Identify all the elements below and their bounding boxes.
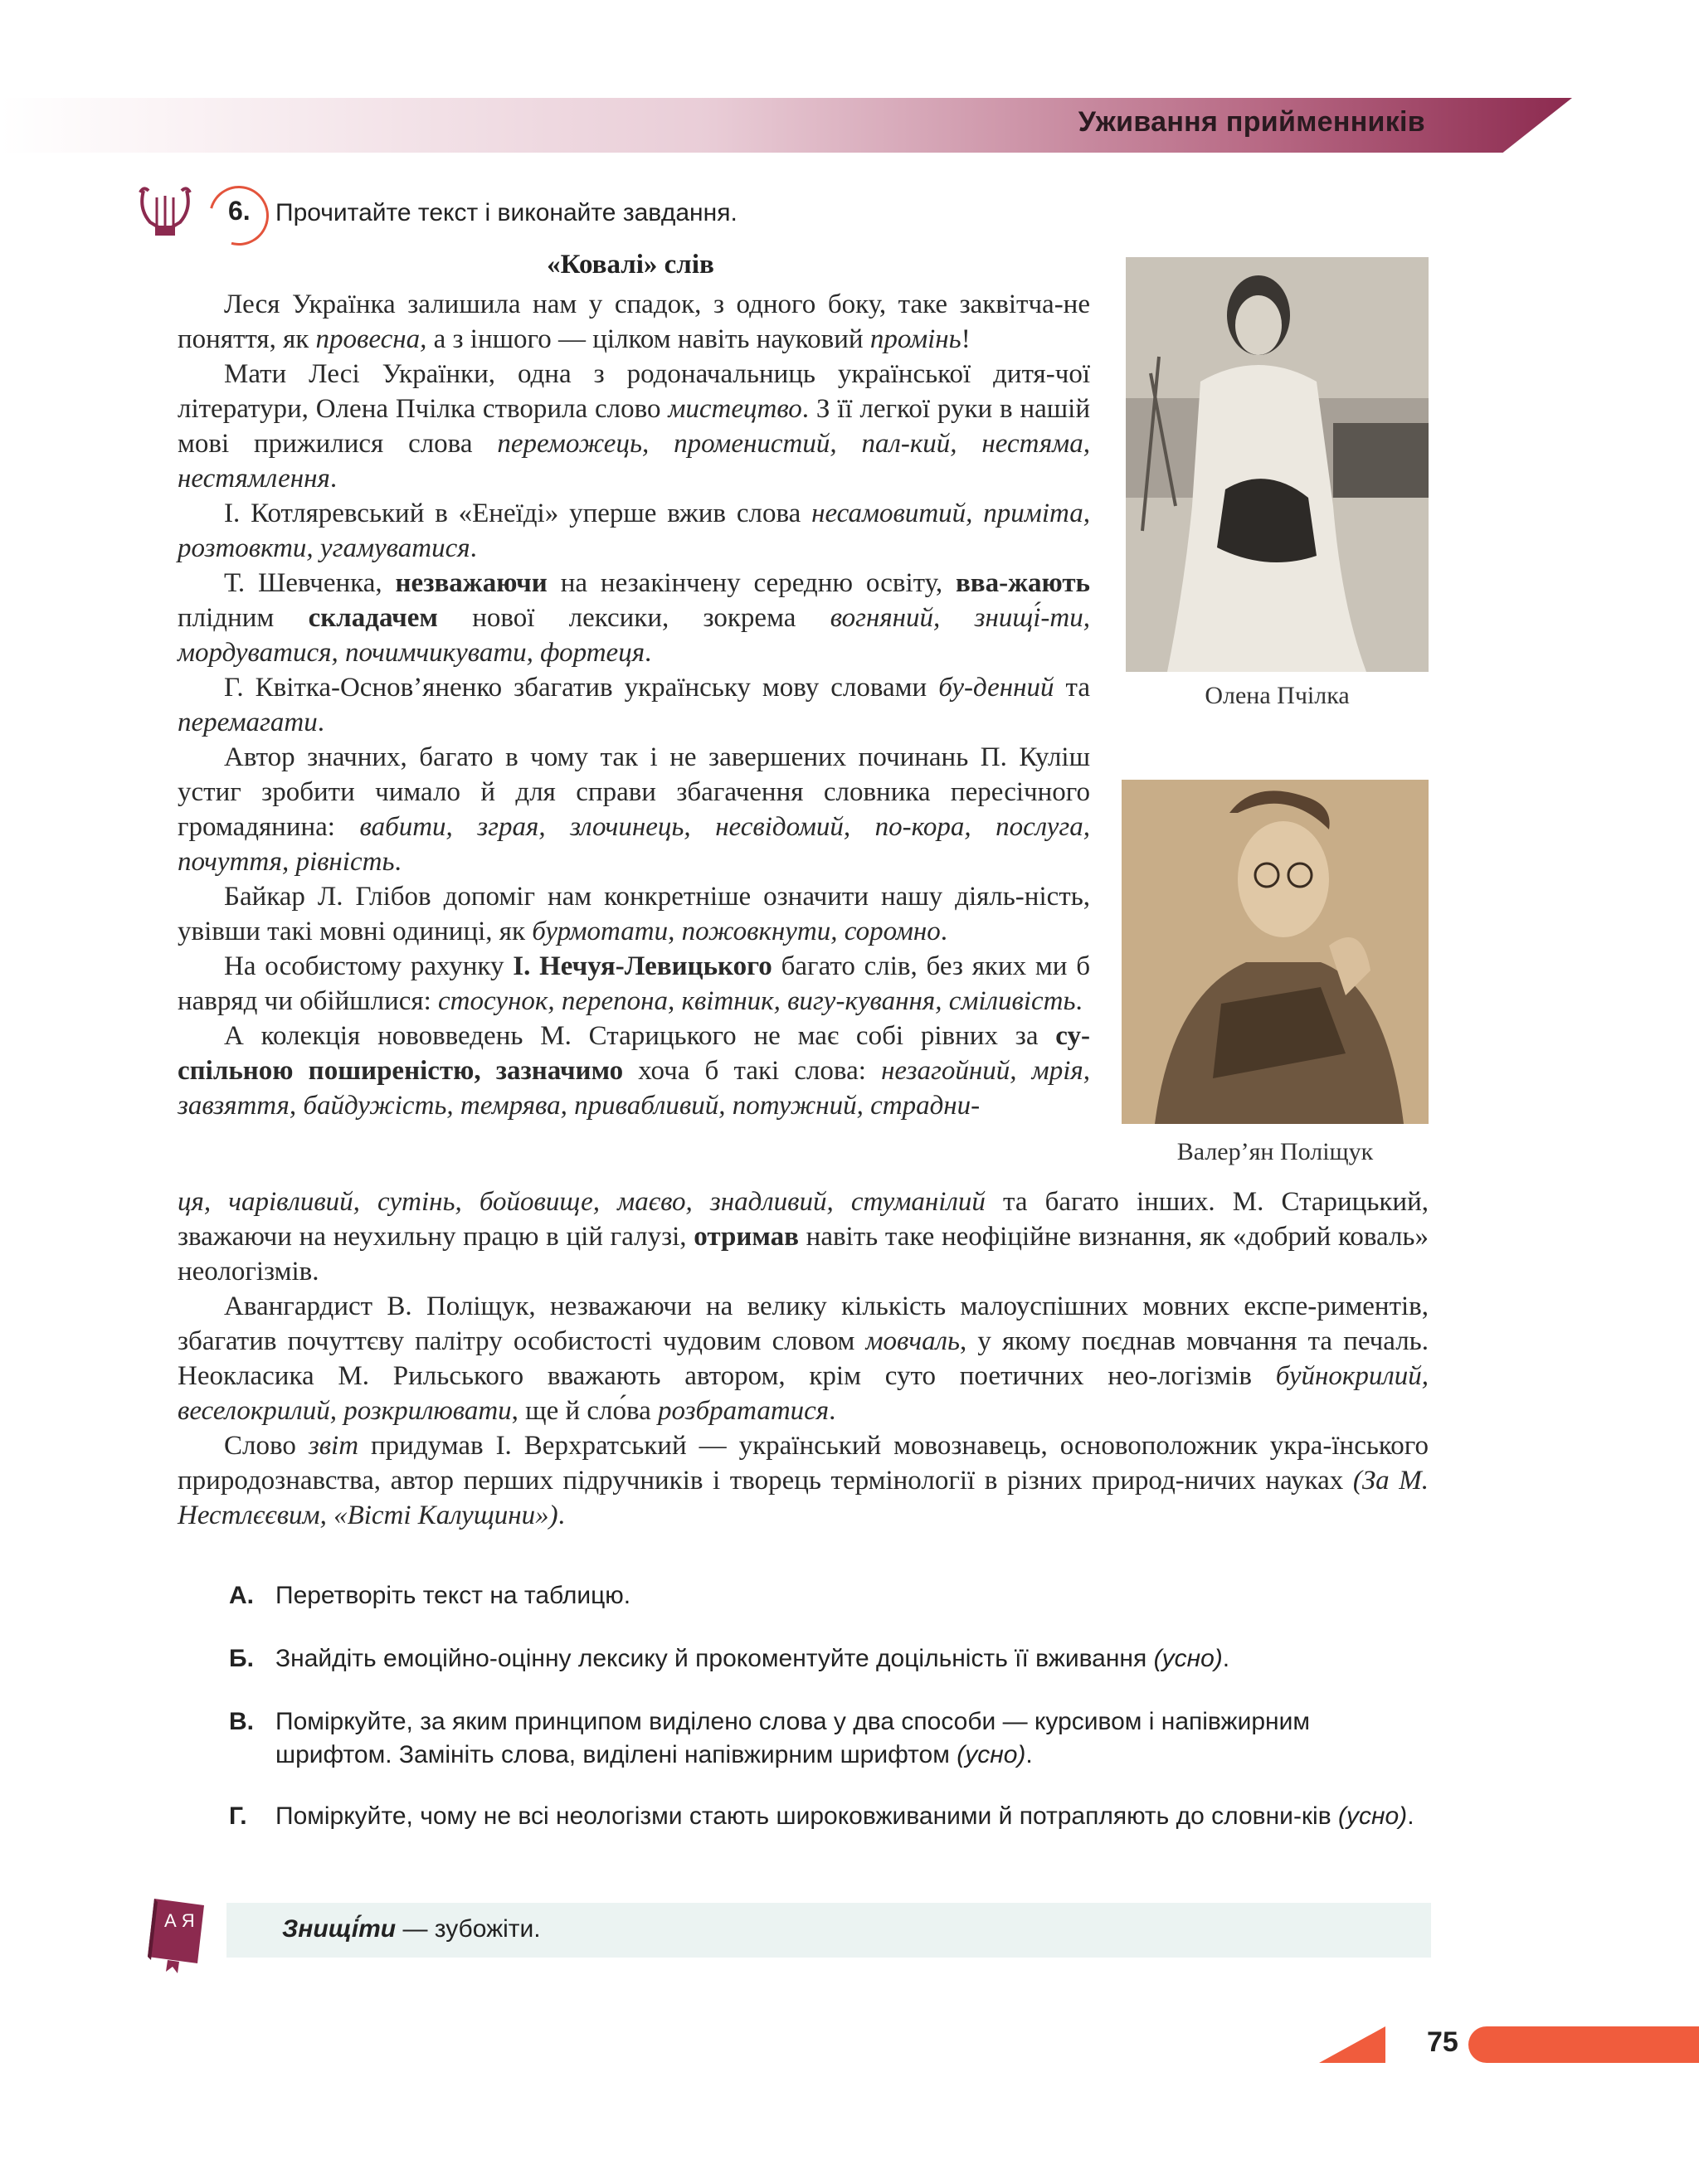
- subtask-text: Знайдіть емоційно-оцінну лексику й прокоментуйте доцільність її вживання: [275, 1645, 1154, 1672]
- subtask-text: Поміркуйте, за яким принципом виділено слова у два способи — курсивом і напівжирним шрифтом. Замініть слова, виділені напівжирним шрифтом: [275, 1708, 1310, 1768]
- section-title: Уживання прийменників: [1078, 106, 1425, 138]
- text-column: [178, 287, 1090, 1123]
- subtask-note: (усно): [1338, 1802, 1408, 1830]
- paragraph-7: Байкар Л. Глібов допоміг нам конкретніше означити нашу діяль-ність, увівши такі мовні одиниці, як бурмотати, пожовкнути, соромно.: [178, 882, 1090, 946]
- subtask-g: [229, 1800, 1432, 1833]
- subtask-letter: В.: [229, 1708, 254, 1735]
- glossary-definition: — зубожіти.: [396, 1915, 541, 1943]
- subtask-letter: Б.: [229, 1645, 254, 1672]
- subtask-text: Поміркуйте, чому не всі неологізми стають широковживаними й потрапляють до словни-ків: [275, 1802, 1338, 1830]
- paragraph-11: Слово звіт придумав І. Верхратський — український мовознавець, основоположник укра-їнського природознавства, автор перших підручників і творець термінології в різних природ-ничих науках (За М. Нестлєєвим, «Вісті Калущини»).: [178, 1431, 1429, 1530]
- subtask-a: [229, 1579, 1432, 1612]
- subtask-note: (усно): [957, 1741, 1026, 1768]
- paragraph-5: Г. Квітка-Основ’яненко збагатив українську мову словами бу-денний та перемагати.: [178, 673, 1090, 737]
- footer-decoration: [1319, 2026, 1385, 2063]
- paragraph-1: Леся Українка залишила нам у спадок, з одного боку, таке заквітча-не поняття, як провесна, а з іншого — цілком навіть науковий промінь!: [178, 289, 1090, 354]
- task-instruction: Прочитайте текст і виконайте завдання.: [275, 199, 738, 226]
- portrait-man-icon: [1122, 780, 1429, 1124]
- full-width-text: [178, 1184, 1429, 1533]
- subtask-letter: Г.: [229, 1802, 247, 1830]
- subtask-body: Поміркуйте, за яким принципом виділено слова у два способи — курсивом і напівжирним шрифтом. Замініть слова, виділені напівжирним шрифтом (усно).: [275, 1708, 1310, 1768]
- task-number: 6.: [228, 196, 251, 226]
- paragraph-8: На особистому рахунку І. Нечуя-Левицького багато слів, без яких ми б навряд чи обійшлися: стосунок, перепона, квітник, вигу-кування, сміливість.: [178, 951, 1091, 1016]
- page-number: 75: [1427, 2026, 1458, 2058]
- paragraph-10: Авангардист В. Поліщук, незважаючи на велику кількість малоуспішних мовних експе-риментів, збагатив почуттєву палітру особистості чудовим словом мовчаль, у якому поєднав мовчання та печаль. Неокласика М. Рильського вважають автором, крім суто поетичних нео-логізмів буйнокрилий, веселокрилий, розкрилювати, ще й сло́ва розбрататися.: [178, 1291, 1429, 1426]
- subtask-body: Знайдіть емоційно-оцінну лексику й прокоментуйте доцільність її вживання (усно).: [275, 1645, 1230, 1672]
- photo-caption: Олена Пчілка: [1205, 682, 1350, 709]
- paragraph-3: І. Котляревський в «Енеїді» уперше вжив слова несамовитий, приміта, розтовкти, угамуватися.: [178, 499, 1091, 563]
- subtask-text: Перетворіть текст на таблицю.: [275, 1582, 631, 1609]
- paragraph-9-end: ця, чарівливий, сутінь, бойовище, маєво, знадливий, стуманілий та багато інших. М. Старицький, зважаючи на неухильну працю в цій галузі, отримав навіть таке неофіційне визнання, як «добрий коваль» неологізмів.: [178, 1187, 1429, 1287]
- photo-olena-pchilka: [1126, 257, 1429, 672]
- subtask-note: (усно): [1153, 1645, 1223, 1672]
- glossary-entry: [282, 1915, 541, 1943]
- subtask-body: Поміркуйте, чому не всі неологізми стають широковживаними й потрапляють до словни-ків (усно).: [275, 1802, 1414, 1830]
- paragraph-2: Мати Лесі Українки, одна з родоначальниць української дитя-чої літератури, Олена Пчілка створила слово мистецтво. З її легкої руки в нашій мові прижилися слова переможець, променистий, пал-кий, нестяма, нестямлення.: [178, 359, 1091, 494]
- text-title: «Ковалі» слів: [547, 250, 714, 280]
- subtask-letter: А.: [229, 1582, 254, 1609]
- photo-caption: Валер’ян Поліщук: [1176, 1138, 1374, 1165]
- glossary-book-icon: [143, 1894, 211, 1973]
- portrait-woman-icon: [1126, 257, 1429, 672]
- subtask-b: [229, 1642, 1432, 1676]
- photo-valerian-polishchuk: [1122, 780, 1429, 1124]
- svg-text:А Я: А Я: [164, 1910, 195, 1931]
- glossary-term: Знищі́ти: [282, 1915, 397, 1943]
- footer-bar: [1468, 2026, 1699, 2063]
- paragraph-4: Т. Шевченка, незважаючи на незакінчену середню освіту, вва-жають плідним складачем нової лексики, зокрема вогняний, знищі́-ти, мордуватися, почимчикувати, фортеця.: [178, 568, 1090, 668]
- paragraph-6: Автор значних, багато в чому так і не завершених починань П. Куліш устиг зробити чимало й для справи збагачення словника пересічного громадянина: вабити, зграя, злочинець, несвідомий, по-кора, послуга, почуття, рівність.: [178, 742, 1090, 877]
- lyre-icon: [137, 184, 193, 242]
- paragraph-9-start: А колекція нововведень М. Старицького не має собі рівних за су-спільною поширеністю, зазначимо хоча б такі слова: незагойний, мрія, завзяття, байдужість, темрява, привабливий, потужний, страдни-: [178, 1021, 1090, 1121]
- subtask-v: [229, 1705, 1432, 1772]
